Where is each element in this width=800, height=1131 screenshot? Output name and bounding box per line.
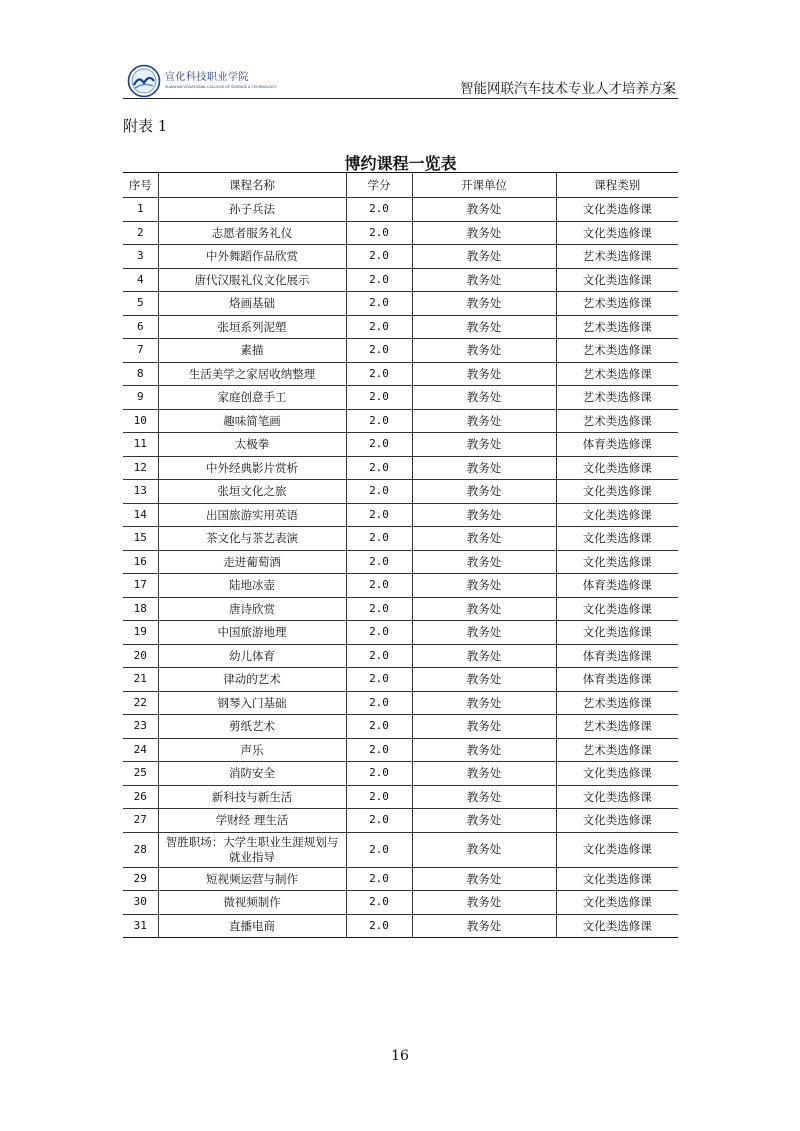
table-row [123, 503, 678, 527]
cell-index: 30 [123, 891, 158, 915]
cell-credit: 2.0 [346, 339, 412, 363]
cell-credit: 2.0 [346, 433, 412, 457]
cell-course-name: 孙子兵法 [158, 198, 346, 222]
cell-index: 23 [123, 715, 158, 739]
cell-department: 教务处 [412, 221, 556, 245]
cell-category: 文化类选修课 [556, 914, 678, 938]
table-row [123, 221, 678, 245]
cell-department: 教务处 [412, 433, 556, 457]
column-header-department: 开课单位 [412, 173, 556, 198]
cell-course-name: 张垣文化之旅 [158, 480, 346, 504]
cell-category: 艺术类选修课 [556, 409, 678, 433]
cell-category: 艺术类选修课 [556, 292, 678, 316]
cell-department: 教务处 [412, 503, 556, 527]
cell-category: 文化类选修课 [556, 785, 678, 809]
cell-course-name: 剪纸艺术 [158, 715, 346, 739]
table-row [123, 245, 678, 269]
cell-index: 21 [123, 668, 158, 692]
cell-index: 15 [123, 527, 158, 551]
cell-index: 26 [123, 785, 158, 809]
table-row [123, 891, 678, 915]
cell-credit: 2.0 [346, 268, 412, 292]
cell-credit: 2.0 [346, 198, 412, 222]
cell-index: 1 [123, 198, 158, 222]
cell-credit: 2.0 [346, 456, 412, 480]
cell-course-name: 茶文化与茶艺表演 [158, 527, 346, 551]
cell-index: 14 [123, 503, 158, 527]
cell-category: 艺术类选修课 [556, 715, 678, 739]
table-row [123, 691, 678, 715]
cell-category: 文化类选修课 [556, 891, 678, 915]
cell-credit: 2.0 [346, 621, 412, 645]
cell-credit: 2.0 [346, 832, 412, 867]
cell-course-name: 素描 [158, 339, 346, 363]
cell-course-name: 唐代汉服礼仪文化展示 [158, 268, 346, 292]
cell-department: 教务处 [412, 691, 556, 715]
cell-credit: 2.0 [346, 867, 412, 891]
table-body [123, 198, 678, 938]
table-row [123, 574, 678, 598]
cell-course-name: 唐诗欣赏 [158, 597, 346, 621]
cell-department: 教务处 [412, 198, 556, 222]
cell-index: 22 [123, 691, 158, 715]
cell-index: 6 [123, 315, 158, 339]
cell-course-name: 智胜职场：大学生职业生涯规划与就业指导 [158, 832, 346, 867]
cell-category: 文化类选修课 [556, 809, 678, 833]
page-number: 16 [391, 1048, 409, 1064]
cell-index: 2 [123, 221, 158, 245]
cell-course-name: 趣味简笔画 [158, 409, 346, 433]
cell-credit: 2.0 [346, 480, 412, 504]
cell-category: 文化类选修课 [556, 762, 678, 786]
cell-index: 9 [123, 386, 158, 410]
cell-index: 3 [123, 245, 158, 269]
table-row [123, 550, 678, 574]
cell-index: 29 [123, 867, 158, 891]
cell-department: 教务处 [412, 574, 556, 598]
cell-credit: 2.0 [346, 738, 412, 762]
cell-department: 教务处 [412, 715, 556, 739]
table-row [123, 386, 678, 410]
cell-department: 教务处 [412, 292, 556, 316]
table-row [123, 362, 678, 386]
column-header-credit: 学分 [346, 173, 412, 198]
cell-credit: 2.0 [346, 668, 412, 692]
cell-category: 文化类选修课 [556, 867, 678, 891]
cell-category: 艺术类选修课 [556, 315, 678, 339]
cell-course-name: 中外舞蹈作品欣赏 [158, 245, 346, 269]
table-row [123, 832, 678, 867]
cell-department: 教务处 [412, 809, 556, 833]
cell-index: 19 [123, 621, 158, 645]
cell-index: 11 [123, 433, 158, 457]
cell-course-name: 短视频运营与制作 [158, 867, 346, 891]
table-row [123, 785, 678, 809]
cell-department: 教务处 [412, 621, 556, 645]
table-row [123, 809, 678, 833]
cell-index: 25 [123, 762, 158, 786]
cell-department: 教务处 [412, 867, 556, 891]
cell-category: 文化类选修课 [556, 832, 678, 867]
cell-course-name: 中国旅游地理 [158, 621, 346, 645]
cell-category: 文化类选修课 [556, 550, 678, 574]
cell-credit: 2.0 [346, 221, 412, 245]
cell-department: 教务处 [412, 245, 556, 269]
cell-course-name: 幼儿体育 [158, 644, 346, 668]
column-header-course-name: 课程名称 [158, 173, 346, 198]
table-row [123, 315, 678, 339]
table-row [123, 339, 678, 363]
cell-credit: 2.0 [346, 715, 412, 739]
cell-credit: 2.0 [346, 550, 412, 574]
cell-course-name: 太极拳 [158, 433, 346, 457]
cell-department: 教务处 [412, 409, 556, 433]
course-table [123, 172, 678, 938]
cell-credit: 2.0 [346, 503, 412, 527]
table-row [123, 527, 678, 551]
cell-category: 文化类选修课 [556, 198, 678, 222]
cell-course-name: 张垣系列泥塑 [158, 315, 346, 339]
table-row [123, 914, 678, 938]
cell-credit: 2.0 [346, 762, 412, 786]
cell-index: 12 [123, 456, 158, 480]
cell-index: 27 [123, 809, 158, 833]
cell-category: 体育类选修课 [556, 644, 678, 668]
cell-course-name: 出国旅游实用英语 [158, 503, 346, 527]
cell-credit: 2.0 [346, 527, 412, 551]
cell-course-name: 志愿者服务礼仪 [158, 221, 346, 245]
cell-index: 7 [123, 339, 158, 363]
cell-index: 20 [123, 644, 158, 668]
cell-department: 教务处 [412, 362, 556, 386]
cell-category: 艺术类选修课 [556, 245, 678, 269]
cell-credit: 2.0 [346, 809, 412, 833]
table-row [123, 644, 678, 668]
cell-credit: 2.0 [346, 245, 412, 269]
cell-credit: 2.0 [346, 785, 412, 809]
cell-course-name: 律动的艺术 [158, 668, 346, 692]
cell-credit: 2.0 [346, 292, 412, 316]
cell-index: 17 [123, 574, 158, 598]
cell-course-name: 生活美学之家居收纳整理 [158, 362, 346, 386]
cell-category: 艺术类选修课 [556, 386, 678, 410]
cell-department: 教务处 [412, 315, 556, 339]
cell-course-name: 钢琴入门基础 [158, 691, 346, 715]
cell-category: 文化类选修课 [556, 480, 678, 504]
cell-category: 艺术类选修课 [556, 691, 678, 715]
cell-credit: 2.0 [346, 691, 412, 715]
cell-index: 5 [123, 292, 158, 316]
table-row [123, 268, 678, 292]
cell-category: 文化类选修课 [556, 621, 678, 645]
cell-credit: 2.0 [346, 891, 412, 915]
table-row [123, 621, 678, 645]
table-row [123, 668, 678, 692]
cell-course-name: 中外经典影片赏析 [158, 456, 346, 480]
table-row [123, 738, 678, 762]
cell-department: 教务处 [412, 456, 556, 480]
table-row [123, 715, 678, 739]
cell-department: 教务处 [412, 480, 556, 504]
cell-department: 教务处 [412, 668, 556, 692]
cell-department: 教务处 [412, 527, 556, 551]
cell-course-name: 烙画基础 [158, 292, 346, 316]
table-title: 博约课程一览表 [344, 154, 457, 173]
cell-course-name: 声乐 [158, 738, 346, 762]
cell-category: 文化类选修课 [556, 221, 678, 245]
table-row [123, 198, 678, 222]
cell-department: 教务处 [412, 268, 556, 292]
cell-credit: 2.0 [346, 597, 412, 621]
cell-credit: 2.0 [346, 362, 412, 386]
page-header [123, 60, 678, 99]
cell-category: 体育类选修课 [556, 668, 678, 692]
cell-index: 13 [123, 480, 158, 504]
cell-index: 8 [123, 362, 158, 386]
college-name: 宣化科技职业学院 [165, 71, 249, 83]
cell-index: 31 [123, 914, 158, 938]
cell-course-name: 家庭创意手工 [158, 386, 346, 410]
cell-course-name: 陆地冰壶 [158, 574, 346, 598]
cell-department: 教务处 [412, 550, 556, 574]
cell-category: 体育类选修课 [556, 574, 678, 598]
column-header-index: 序号 [123, 173, 158, 198]
cell-department: 教务处 [412, 914, 556, 938]
cell-department: 教务处 [412, 386, 556, 410]
cell-department: 教务处 [412, 339, 556, 363]
table-row [123, 456, 678, 480]
table-header-row [123, 173, 678, 198]
cell-course-name: 学财经 理生活 [158, 809, 346, 833]
table-row [123, 867, 678, 891]
cell-department: 教务处 [412, 738, 556, 762]
table-row [123, 433, 678, 457]
cell-category: 文化类选修课 [556, 268, 678, 292]
cell-index: 24 [123, 738, 158, 762]
cell-index: 16 [123, 550, 158, 574]
cell-index: 28 [123, 832, 158, 867]
cell-course-name: 走进葡萄酒 [158, 550, 346, 574]
college-name-en: XUANHUA VOCATIONAL COLLEGE OF SCIENCE & TECHNOLOGY [165, 84, 277, 89]
cell-category: 文化类选修课 [556, 503, 678, 527]
cell-category: 艺术类选修课 [556, 738, 678, 762]
cell-department: 教务处 [412, 832, 556, 867]
cell-credit: 2.0 [346, 574, 412, 598]
table-row [123, 292, 678, 316]
cell-course-name: 直播电商 [158, 914, 346, 938]
cell-course-name: 新科技与新生活 [158, 785, 346, 809]
cell-credit: 2.0 [346, 409, 412, 433]
annex-label: 附表 1 [123, 117, 168, 135]
cell-index: 18 [123, 597, 158, 621]
cell-index: 10 [123, 409, 158, 433]
cell-course-name: 消防安全 [158, 762, 346, 786]
cell-credit: 2.0 [346, 644, 412, 668]
cell-category: 文化类选修课 [556, 597, 678, 621]
cell-credit: 2.0 [346, 315, 412, 339]
document-title: 智能网联汽车技术专业人才培养方案 [460, 81, 676, 97]
cell-category: 艺术类选修课 [556, 362, 678, 386]
cell-department: 教务处 [412, 785, 556, 809]
table-row [123, 409, 678, 433]
table-row [123, 762, 678, 786]
cell-course-name: 微视频制作 [158, 891, 346, 915]
college-emblem-icon [127, 64, 161, 98]
cell-department: 教务处 [412, 762, 556, 786]
cell-category: 文化类选修课 [556, 456, 678, 480]
cell-credit: 2.0 [346, 914, 412, 938]
cell-department: 教务处 [412, 597, 556, 621]
table-row [123, 480, 678, 504]
college-logo [127, 64, 277, 98]
cell-category: 文化类选修课 [556, 527, 678, 551]
cell-category: 艺术类选修课 [556, 339, 678, 363]
cell-department: 教务处 [412, 891, 556, 915]
column-header-category: 课程类别 [556, 173, 678, 198]
cell-index: 4 [123, 268, 158, 292]
table-row [123, 597, 678, 621]
cell-credit: 2.0 [346, 386, 412, 410]
cell-department: 教务处 [412, 644, 556, 668]
cell-category: 体育类选修课 [556, 433, 678, 457]
